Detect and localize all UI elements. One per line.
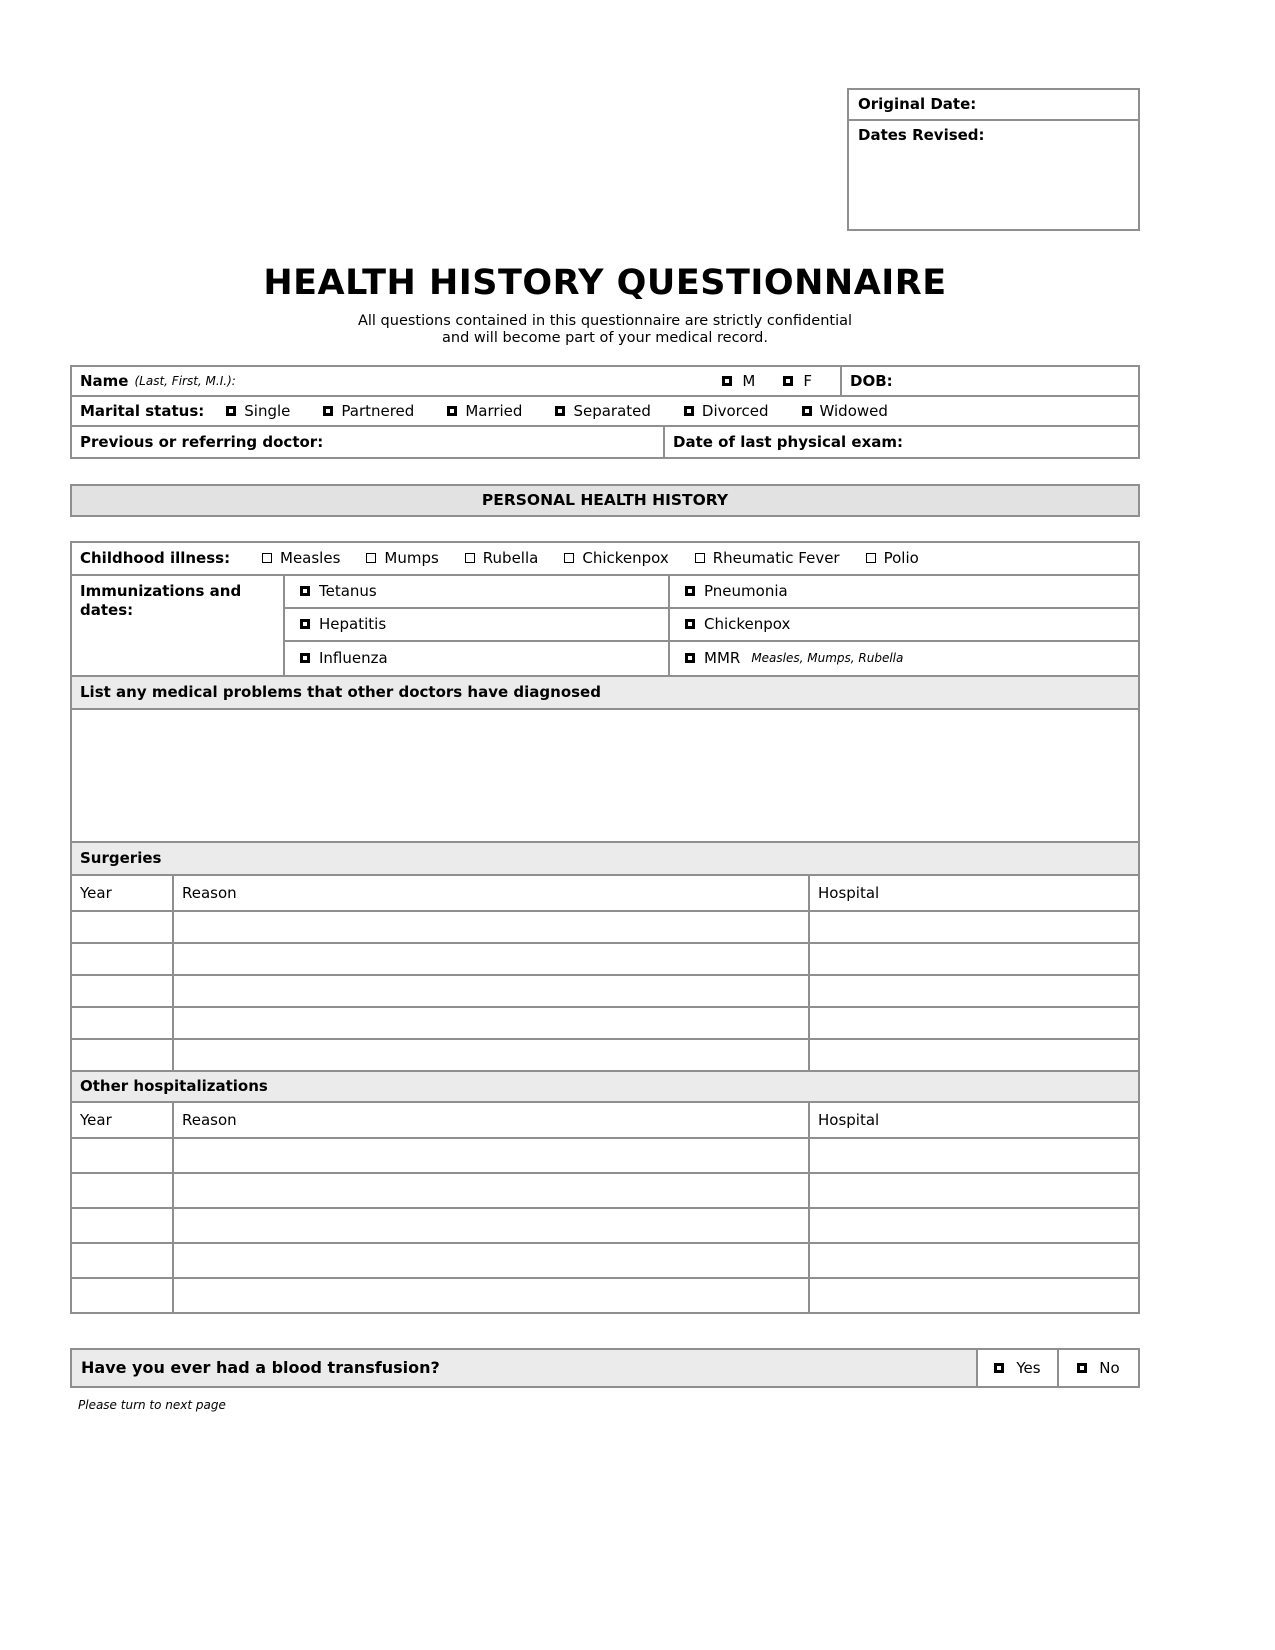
year-cell[interactable]: [72, 1008, 172, 1038]
subtitle-line-2: and will become part of your medical record.: [442, 330, 768, 347]
personal-health-history-header: PERSONAL HEALTH HISTORY: [70, 484, 1140, 517]
last-exam-label: Date of last physical exam:: [673, 432, 904, 451]
hospital-cell[interactable]: [808, 1279, 1138, 1312]
table-row: [72, 1207, 1138, 1242]
immunizations-section: [72, 576, 1138, 677]
female-checkbox[interactable]: [783, 376, 793, 386]
original-date-field[interactable]: [849, 90, 1138, 121]
tetanus-cell[interactable]: Tetanus: [283, 576, 668, 607]
widowed-checkbox[interactable]: [802, 406, 812, 416]
meta-box: [847, 88, 1140, 231]
turn-page-note: Please turn to next page: [78, 1397, 226, 1412]
option-rheumatic-fever: Rheumatic Fever: [695, 549, 840, 567]
transfusion-row: [70, 1348, 1140, 1388]
reason-cell[interactable]: [172, 912, 808, 942]
option-rubella: Rubella: [465, 549, 539, 567]
referring-doctor-label: Previous or referring doctor:: [80, 432, 324, 451]
childhood-illness-options: [262, 549, 919, 567]
hospital-cell[interactable]: [808, 1040, 1138, 1070]
dob-field[interactable]: [840, 367, 1138, 395]
separated-checkbox[interactable]: [555, 406, 565, 416]
chickenpox-checkbox[interactable]: [564, 553, 574, 563]
no-checkbox[interactable]: [1077, 1363, 1087, 1373]
transfusion-no-cell: [1057, 1350, 1138, 1386]
year-column-header: Year: [80, 1110, 112, 1129]
yes-checkbox[interactable]: [994, 1363, 1004, 1373]
marital-status-label: Marital status:: [80, 401, 205, 420]
influenza-cell[interactable]: Influenza: [283, 642, 668, 675]
hospital-cell[interactable]: [808, 1244, 1138, 1277]
table-row: [72, 1242, 1138, 1277]
option-partnered: Partnered: [323, 402, 414, 420]
marital-status-row: [72, 397, 1138, 427]
reason-cell[interactable]: [172, 1174, 808, 1207]
table-row: [72, 910, 1138, 942]
reason-column-header: Reason: [172, 876, 808, 910]
pneumonia-cell[interactable]: Pneumonia: [668, 576, 1138, 607]
reason-cell[interactable]: [172, 944, 808, 974]
marital-options: [226, 402, 888, 420]
table-row: [72, 1277, 1138, 1312]
option-polio: Polio: [866, 549, 919, 567]
hospital-cell[interactable]: [808, 1139, 1138, 1172]
year-cell[interactable]: [72, 1040, 172, 1070]
original-date-label: Original Date:: [858, 95, 977, 113]
option-widowed: Widowed: [802, 402, 888, 420]
partnered-checkbox[interactable]: [323, 406, 333, 416]
mmr-checkbox[interactable]: [685, 653, 695, 663]
page-subtitle: [70, 313, 1140, 348]
immunization-row: [283, 576, 1138, 609]
female-label: F: [803, 371, 812, 390]
reason-cell[interactable]: [172, 1139, 808, 1172]
mumps-checkbox[interactable]: [366, 553, 376, 563]
medical-problems-input-area[interactable]: [72, 710, 1138, 843]
doctor-row: [72, 427, 1138, 457]
hospital-cell[interactable]: [808, 976, 1138, 1006]
reason-cell[interactable]: [172, 1008, 808, 1038]
reason-column-header: Reason: [172, 1103, 808, 1137]
hospitalizations-column-headers: [72, 1103, 1138, 1137]
rheumatic-fever-checkbox[interactable]: [695, 553, 705, 563]
hospital-cell[interactable]: [808, 944, 1138, 974]
immunization-row: [283, 609, 1138, 642]
year-cell[interactable]: [72, 1174, 172, 1207]
reason-cell[interactable]: [172, 1209, 808, 1242]
option-separated: Separated: [555, 402, 650, 420]
table-row: [72, 974, 1138, 1006]
table-row: [72, 1172, 1138, 1207]
influenza-checkbox[interactable]: [300, 653, 310, 663]
yes-label: Yes: [1016, 1358, 1041, 1377]
name-label: Name: [80, 371, 129, 390]
name-hint: (Last, First, M.I.):: [134, 373, 236, 388]
referring-doctor-field[interactable]: [72, 427, 665, 457]
mmr-cell[interactable]: MMR Measles, Mumps, Rubella: [668, 642, 1138, 675]
year-cell[interactable]: [72, 1209, 172, 1242]
year-cell[interactable]: [72, 976, 172, 1006]
childhood-illness-row: [72, 543, 1138, 576]
hospital-cell[interactable]: [808, 912, 1138, 942]
divorced-checkbox[interactable]: [684, 406, 694, 416]
hospitalizations-header: Other hospitalizations: [72, 1070, 1138, 1103]
hospital-cell[interactable]: [808, 1174, 1138, 1207]
immunizations-label: Immunizations and dates:: [80, 581, 242, 619]
surgeries-rows: [72, 910, 1138, 1070]
year-cell[interactable]: [72, 1139, 172, 1172]
hospital-cell[interactable]: [808, 1209, 1138, 1242]
surgeries-header: Surgeries: [72, 843, 1138, 876]
patient-info-table: [70, 365, 1140, 459]
year-cell[interactable]: [72, 912, 172, 942]
hepatitis-cell[interactable]: Hepatitis: [283, 609, 668, 640]
personal-health-table: [70, 541, 1140, 1314]
rubella-checkbox[interactable]: [465, 553, 475, 563]
hospital-cell[interactable]: [808, 1008, 1138, 1038]
year-column-header: Year: [80, 883, 112, 902]
single-checkbox[interactable]: [226, 406, 236, 416]
medical-problems-header: List any medical problems that other doctors have diagnosed: [72, 677, 1138, 710]
option-married: Married: [447, 402, 522, 420]
male-label: M: [742, 371, 756, 390]
year-cell[interactable]: [72, 944, 172, 974]
dob-label: DOB:: [850, 371, 893, 390]
measles-checkbox[interactable]: [262, 553, 272, 563]
subtitle-line-1: All questions contained in this questionnaire are strictly confidential: [357, 313, 853, 329]
hospital-column-header: Hospital: [808, 876, 1138, 910]
sex-group: [722, 372, 840, 390]
mmr-note: Measles, Mumps, Rubella: [751, 651, 904, 666]
option-divorced: Divorced: [684, 402, 769, 420]
last-exam-field[interactable]: [665, 427, 1138, 457]
pneumonia-checkbox[interactable]: [685, 586, 695, 596]
no-label: No: [1099, 1358, 1120, 1377]
surgeries-column-headers: [72, 876, 1138, 910]
reason-cell[interactable]: [172, 1244, 808, 1277]
page-title: HEALTH HISTORY QUESTIONNAIRE: [263, 263, 947, 303]
year-cell[interactable]: [72, 1279, 172, 1312]
option-mumps: Mumps: [366, 549, 438, 567]
transfusion-question: Have you ever had a blood transfusion?: [81, 1358, 440, 1378]
chickenpox-imm-checkbox[interactable]: [685, 619, 695, 629]
immunization-row: [283, 642, 1138, 675]
married-checkbox[interactable]: [447, 406, 457, 416]
option-measles: Measles: [262, 549, 340, 567]
dates-revised-field[interactable]: [849, 121, 1138, 229]
reason-cell[interactable]: [172, 1040, 808, 1070]
table-row: [72, 1137, 1138, 1172]
table-row: [72, 1006, 1138, 1038]
year-cell[interactable]: [72, 1244, 172, 1277]
table-row: [72, 1038, 1138, 1070]
chickenpox-imm-cell[interactable]: Chickenpox: [668, 609, 1138, 640]
childhood-illness-label: Childhood illness:: [80, 549, 231, 568]
reason-cell[interactable]: [172, 1279, 808, 1312]
reason-cell[interactable]: [172, 976, 808, 1006]
dates-revised-label: Dates Revised:: [858, 126, 985, 144]
option-single: Single: [226, 402, 290, 420]
tetanus-checkbox[interactable]: [300, 586, 310, 596]
male-checkbox[interactable]: [722, 376, 732, 386]
option-chickenpox: Chickenpox: [564, 549, 668, 567]
name-row[interactable]: [72, 367, 1138, 397]
hospital-column-header: Hospital: [808, 1103, 1138, 1137]
polio-checkbox[interactable]: [866, 553, 876, 563]
table-row: [72, 942, 1138, 974]
transfusion-yes-cell: [976, 1350, 1057, 1386]
hospitalizations-rows: [72, 1137, 1138, 1312]
hepatitis-checkbox[interactable]: [300, 619, 310, 629]
